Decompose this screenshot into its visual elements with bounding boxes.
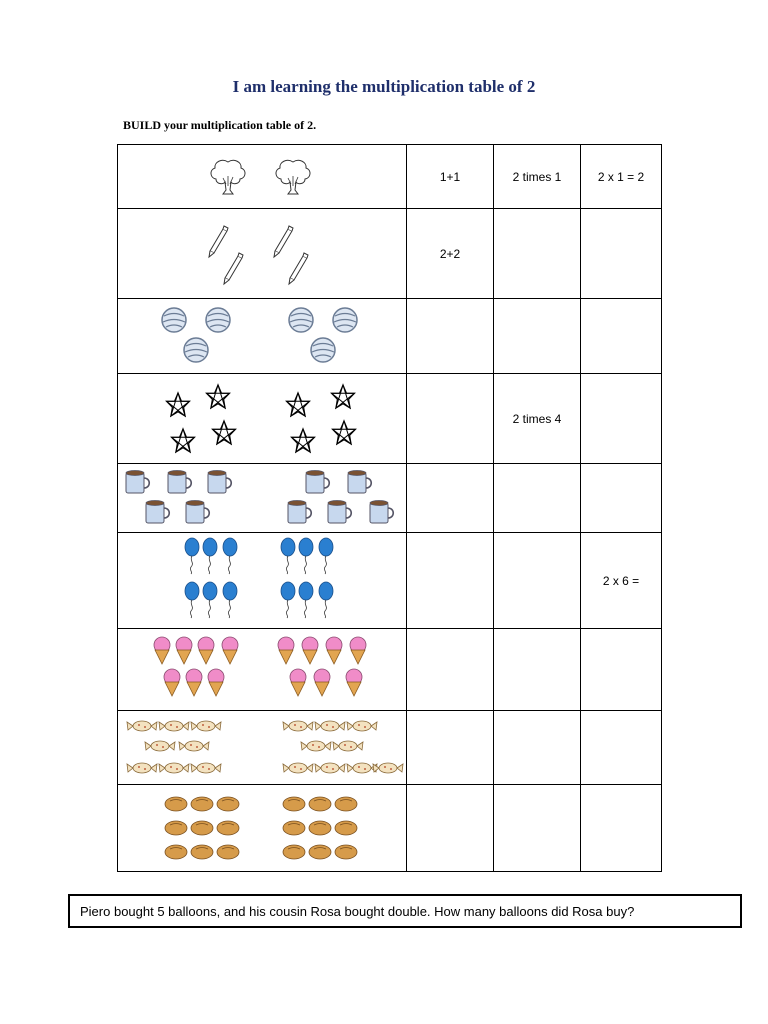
addition-cell[interactable] bbox=[407, 533, 494, 629]
product-cell[interactable] bbox=[581, 629, 662, 711]
product-cell[interactable] bbox=[581, 374, 662, 464]
addition-cell[interactable]: 2+2 bbox=[407, 209, 494, 299]
table-row bbox=[118, 145, 662, 209]
picture-cell bbox=[118, 464, 407, 533]
page-instruction: BUILD your multiplication table of 2. bbox=[123, 118, 317, 132]
table-row bbox=[118, 785, 662, 872]
star-icon bbox=[118, 375, 406, 463]
picture-cell bbox=[118, 785, 407, 872]
picture-cell bbox=[118, 533, 407, 629]
table-row bbox=[118, 209, 662, 299]
mug-icon bbox=[118, 465, 406, 532]
tree-icon bbox=[118, 146, 406, 208]
product-cell[interactable] bbox=[581, 785, 662, 872]
times-cell[interactable] bbox=[494, 533, 581, 629]
balloon-icon bbox=[118, 534, 406, 628]
picture-cell bbox=[118, 629, 407, 711]
multiplication-table bbox=[117, 144, 662, 872]
addition-cell[interactable]: 1+1 bbox=[407, 145, 494, 209]
picture-cell bbox=[118, 374, 407, 464]
times-cell[interactable]: 2 times 4 bbox=[494, 374, 581, 464]
addition-cell[interactable] bbox=[407, 711, 494, 785]
times-cell[interactable] bbox=[494, 785, 581, 872]
table-row bbox=[118, 299, 662, 374]
addition-cell[interactable] bbox=[407, 464, 494, 533]
table-row bbox=[118, 711, 662, 785]
table-row bbox=[118, 374, 662, 464]
word-problem-text: Piero bought 5 balloons, and his cousin Rosa bought double. How many balloons did Rosa buy? bbox=[80, 904, 635, 919]
page-title: I am learning the multiplication table of 2 bbox=[232, 77, 536, 96]
table-row bbox=[118, 629, 662, 711]
ball-icon bbox=[118, 300, 406, 373]
addition-cell[interactable] bbox=[407, 785, 494, 872]
product-cell[interactable] bbox=[581, 464, 662, 533]
picture-cell bbox=[118, 299, 407, 374]
pencil-icon bbox=[118, 210, 406, 298]
times-cell[interactable] bbox=[494, 711, 581, 785]
picture-cell bbox=[118, 711, 407, 785]
addition-cell[interactable] bbox=[407, 374, 494, 464]
addition-cell[interactable] bbox=[407, 299, 494, 374]
product-cell[interactable] bbox=[581, 711, 662, 785]
times-cell[interactable] bbox=[494, 299, 581, 374]
product-cell[interactable]: 2 x 1 = 2 bbox=[581, 145, 662, 209]
addition-cell[interactable] bbox=[407, 629, 494, 711]
times-cell[interactable] bbox=[494, 209, 581, 299]
picture-cell bbox=[118, 209, 407, 299]
times-cell[interactable]: 2 times 1 bbox=[494, 145, 581, 209]
times-cell[interactable] bbox=[494, 464, 581, 533]
table-row bbox=[118, 533, 662, 629]
times-cell[interactable] bbox=[494, 629, 581, 711]
ice-cream-icon bbox=[118, 630, 406, 710]
product-cell[interactable] bbox=[581, 209, 662, 299]
word-problem bbox=[68, 894, 742, 928]
candy-icon bbox=[118, 712, 406, 784]
table-row bbox=[118, 464, 662, 533]
picture-cell bbox=[118, 145, 407, 209]
product-cell[interactable] bbox=[581, 299, 662, 374]
bread-icon bbox=[118, 786, 406, 871]
product-cell[interactable]: 2 x 6 = bbox=[581, 533, 662, 629]
